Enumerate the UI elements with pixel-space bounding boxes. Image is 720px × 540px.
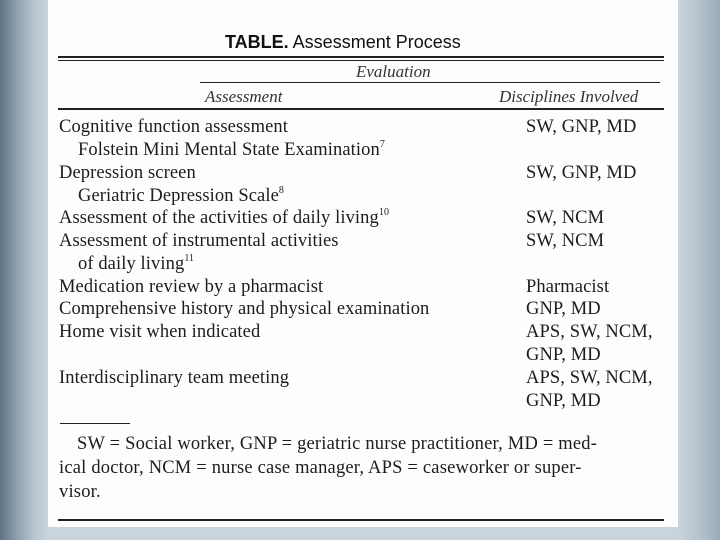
row-3-disciplines: SW, GNP, MD: [526, 163, 637, 183]
top-rule: [58, 56, 664, 58]
row-8-disciplines: Pharmacist: [526, 277, 610, 297]
reference-11: 11: [184, 253, 195, 264]
footnote-separator: [60, 423, 130, 424]
header-group-rule: [200, 82, 660, 83]
row-5-disciplines: SW, NCM: [526, 208, 605, 228]
row-12-disciplines: APS, SW, NCM,: [526, 368, 653, 388]
row-4-assessment: Geriatric Depression Scale$^8$: [78, 185, 284, 206]
row-3-assessment: Depression screen: [59, 163, 196, 183]
row-1-assessment: Cognitive function assessment: [59, 117, 288, 137]
row-6-disciplines: SW, NCM: [526, 231, 605, 251]
row-2-assessment: Folstein Mini Mental State Examination$^7$: [78, 139, 385, 160]
header-group-evaluation: Evaluation: [356, 62, 431, 81]
header-assessment: Assessment: [205, 87, 283, 106]
table-title-label: TABLE.: [225, 32, 289, 52]
row-9-disciplines: GNP, MD: [526, 299, 601, 319]
row-7-assessment: of daily living$^{11}$: [78, 253, 195, 274]
footnote-line-1: SW = Social worker, GNP = geriatric nurse practitioner, MD = med-: [77, 434, 598, 454]
top-rule-thin: [58, 60, 664, 61]
reference-7: 7: [379, 139, 385, 150]
footnote-line-2: ical doctor, NCM = nurse case manager, APS = caseworker or super-: [59, 458, 582, 478]
table-title-text: Assessment Process: [288, 32, 461, 52]
row-12-assessment: Interdisciplinary team meeting: [59, 368, 290, 388]
header-bottom-rule: [58, 108, 664, 110]
bottom-rule: [58, 519, 664, 521]
row-13-disciplines: GNP, MD: [526, 391, 601, 411]
table-title: [225, 32, 461, 53]
row-6-assessment: Assessment of instrumental activities: [59, 231, 339, 251]
row-1-disciplines: SW, GNP, MD: [526, 117, 637, 137]
row-10-assessment: Home visit when indicated: [59, 322, 261, 342]
reference-10: 10: [378, 207, 390, 218]
row-8-assessment: Medication review by a pharmacist: [59, 277, 324, 297]
row-11-disciplines: GNP, MD: [526, 345, 601, 365]
row-5-assessment: Assessment of the activities of daily living$^{10}$: [59, 207, 390, 228]
row-10-disciplines: APS, SW, NCM,: [526, 322, 653, 342]
footnote-line-3: visor.: [59, 482, 101, 502]
header-disciplines: Disciplines Involved: [499, 87, 639, 106]
reference-8: 8: [278, 185, 284, 196]
row-9-assessment: Comprehensive history and physical examination: [59, 299, 430, 319]
